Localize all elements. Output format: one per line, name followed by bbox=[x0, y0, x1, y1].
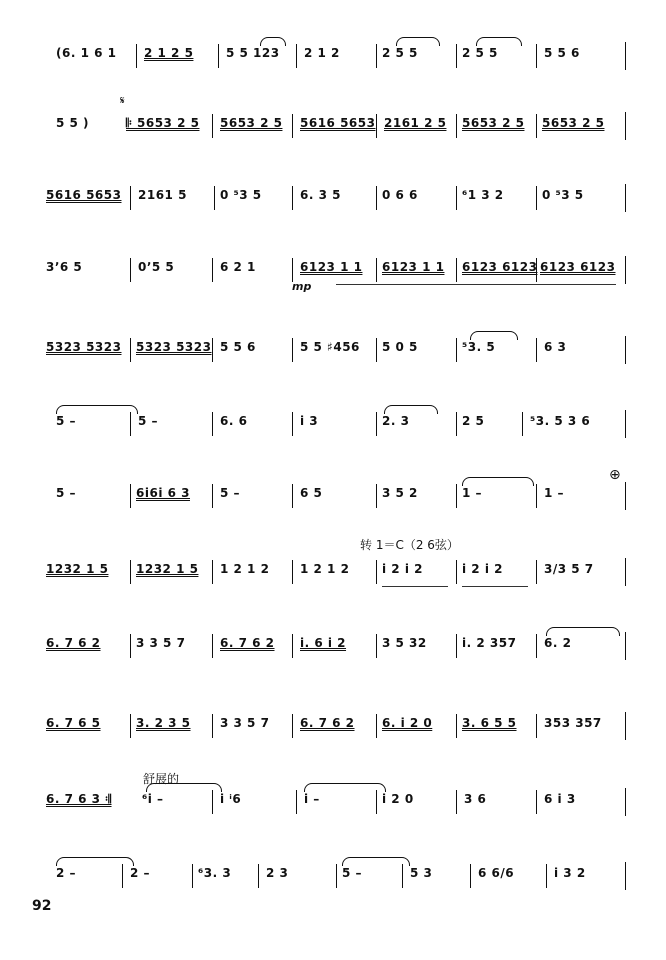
measure: (6. 1 6 1 bbox=[56, 46, 117, 60]
measure: 1232 1 5 bbox=[136, 562, 199, 576]
segno-icon: 𝄋 bbox=[120, 94, 125, 107]
bar-line bbox=[456, 714, 457, 738]
bar-line bbox=[292, 634, 293, 658]
measure: 6. 7 6 2 bbox=[300, 716, 355, 730]
measure: ⁶3. 3 bbox=[198, 866, 232, 880]
page-number: 92 bbox=[32, 898, 52, 914]
bar-line bbox=[625, 410, 626, 438]
bar-line bbox=[456, 412, 457, 436]
bar-line bbox=[625, 558, 626, 586]
measure: 5 3 bbox=[410, 866, 433, 880]
coda-icon: ⊕ bbox=[609, 467, 621, 483]
measure: 3/3 5 7 bbox=[544, 562, 594, 576]
bar-line bbox=[625, 482, 626, 510]
measure: 1 2 1 2 bbox=[220, 562, 270, 576]
measure: 6. 7 6 2 bbox=[46, 636, 101, 650]
bar-line bbox=[536, 44, 537, 68]
slur bbox=[462, 477, 534, 486]
measure: 3 5 2 bbox=[382, 486, 418, 500]
bar-line bbox=[376, 258, 377, 282]
measure: i 2 i 2 bbox=[462, 562, 503, 576]
score-row-4 bbox=[46, 254, 626, 293]
bar-line bbox=[136, 44, 137, 68]
measure: 5 – bbox=[342, 866, 363, 880]
measure: 2 – bbox=[130, 866, 151, 880]
measure: 1 – bbox=[544, 486, 565, 500]
bar-line bbox=[536, 714, 537, 738]
measure: 3ʼ6 5 bbox=[46, 260, 83, 274]
score-row-10 bbox=[46, 710, 626, 744]
measure: 3 3 5 7 bbox=[136, 636, 186, 650]
bar-line bbox=[376, 44, 377, 68]
bar-line bbox=[402, 864, 403, 888]
measure: 6 3 bbox=[544, 340, 567, 354]
bar-line bbox=[456, 484, 457, 508]
bar-line bbox=[376, 114, 377, 138]
measure: 3. 6 5 5 bbox=[462, 716, 517, 730]
measure: ⁵3. 5 bbox=[462, 340, 496, 354]
measure: 5 5 6 bbox=[220, 340, 256, 354]
measure: 2161 5 bbox=[138, 188, 187, 202]
bar-line bbox=[130, 338, 131, 362]
measure: ⁵3. 5 3 6 bbox=[530, 414, 591, 428]
measure: 2 – bbox=[56, 866, 77, 880]
bar-line bbox=[456, 258, 457, 282]
key-change-label: 转 1＝C（2 6弦） bbox=[360, 538, 459, 552]
score-row-12 bbox=[46, 860, 626, 894]
bar-line bbox=[212, 634, 213, 658]
measure: 1 2 1 2 bbox=[300, 562, 350, 576]
bar-line bbox=[536, 338, 537, 362]
measure: i. 6 i 2 bbox=[300, 636, 347, 650]
measure: 2 1 2 5 bbox=[144, 46, 194, 60]
bar-line bbox=[625, 788, 626, 816]
bar-line bbox=[456, 114, 457, 138]
measure: i ⁱ6 bbox=[220, 792, 242, 806]
measure: 3. 2 3 5 bbox=[136, 716, 191, 730]
measure: 6 2 1 bbox=[220, 260, 256, 274]
bar-line bbox=[456, 560, 457, 584]
measure: 0 ⁵3 5 bbox=[542, 188, 584, 202]
bar-line bbox=[292, 714, 293, 738]
bar-line bbox=[212, 114, 213, 138]
bar-line bbox=[292, 186, 293, 210]
score-row-2 bbox=[46, 94, 626, 144]
bar-line bbox=[536, 258, 537, 282]
bar-line bbox=[212, 412, 213, 436]
bar-line bbox=[376, 338, 377, 362]
slur bbox=[470, 331, 518, 340]
bar-line bbox=[122, 864, 123, 888]
measure: 5 5 6 bbox=[544, 46, 580, 60]
bar-line bbox=[376, 484, 377, 508]
score-row-7 bbox=[46, 480, 626, 514]
score-row-9 bbox=[46, 630, 626, 664]
bar-line bbox=[376, 412, 377, 436]
slur bbox=[146, 783, 222, 792]
measure: 6. 7 6 2 bbox=[220, 636, 275, 650]
slur bbox=[546, 627, 620, 636]
score-row-6 bbox=[46, 408, 626, 442]
bar-line bbox=[212, 560, 213, 584]
measure: 6 5 bbox=[300, 486, 323, 500]
measure: i – bbox=[304, 792, 320, 806]
bar-line bbox=[456, 44, 457, 68]
measure: 2. 3 bbox=[382, 414, 410, 428]
slur bbox=[476, 37, 522, 46]
bar-line bbox=[130, 714, 131, 738]
bar-line bbox=[376, 790, 377, 814]
measure: i. 2 357 bbox=[462, 636, 517, 650]
measure: 5653 2 5 bbox=[462, 116, 525, 130]
slur bbox=[342, 857, 410, 866]
bar-line bbox=[376, 186, 377, 210]
bar-line bbox=[130, 186, 131, 210]
bar-line bbox=[625, 632, 626, 660]
bar-line bbox=[536, 114, 537, 138]
measure: 6123 1 1 bbox=[300, 260, 363, 274]
bar-line bbox=[130, 560, 131, 584]
score-row-5 bbox=[46, 334, 626, 368]
bar-line bbox=[376, 634, 377, 658]
measure: 5 – bbox=[220, 486, 241, 500]
slur bbox=[396, 37, 440, 46]
measure: 5 – bbox=[56, 486, 77, 500]
bar-line bbox=[130, 258, 131, 282]
measure: 6. 2 bbox=[544, 636, 572, 650]
crescendo-hairpin bbox=[336, 284, 616, 291]
bar-line bbox=[292, 412, 293, 436]
bar-line bbox=[292, 258, 293, 282]
bar-line bbox=[625, 42, 626, 70]
bar-line bbox=[625, 256, 626, 284]
bar-line bbox=[212, 790, 213, 814]
bar-line bbox=[625, 862, 626, 890]
bar-line bbox=[296, 44, 297, 68]
measure: 6. 7 6 3 𝄇 bbox=[46, 792, 112, 806]
bar-line bbox=[536, 484, 537, 508]
bar-line bbox=[625, 336, 626, 364]
bar-line bbox=[536, 186, 537, 210]
score-row-1 bbox=[46, 40, 626, 74]
measure: 5616 5653 bbox=[46, 188, 122, 202]
bar-line bbox=[296, 790, 297, 814]
measure: 2 1 2 bbox=[304, 46, 340, 60]
score-row-8 bbox=[46, 556, 626, 590]
measure: 5653 2 5 bbox=[542, 116, 605, 130]
measure: i 3 2 bbox=[554, 866, 586, 880]
slur bbox=[384, 405, 438, 414]
bar-line bbox=[258, 864, 259, 888]
measure: ⁶1 3 2 bbox=[462, 188, 504, 202]
measure: 2 5 5 bbox=[462, 46, 498, 60]
bar-line bbox=[214, 186, 215, 210]
measure: 0 ⁵3 5 bbox=[220, 188, 262, 202]
measure: 6 i 3 bbox=[544, 792, 576, 806]
measure: 3 6 bbox=[464, 792, 487, 806]
measure: 5616 5653 bbox=[300, 116, 376, 130]
bar-line bbox=[470, 864, 471, 888]
bar-line bbox=[456, 186, 457, 210]
measure: i 2 0 bbox=[382, 792, 414, 806]
measure: 5 5 ♯456 bbox=[300, 340, 360, 354]
measure: 6123 6123 bbox=[540, 260, 616, 274]
crescendo-hairpin bbox=[462, 586, 528, 593]
measure: 1232 1 5 bbox=[46, 562, 109, 576]
measure: 2161 2 5 bbox=[384, 116, 447, 130]
bar-line bbox=[456, 790, 457, 814]
bar-line bbox=[376, 714, 377, 738]
expression-label: 舒展的 bbox=[143, 772, 180, 786]
bar-line bbox=[625, 112, 626, 140]
measure: 6123 6123 bbox=[462, 260, 538, 274]
measure: 6 6/6 bbox=[478, 866, 515, 880]
bar-line bbox=[212, 338, 213, 362]
measure: 6. 3 5 bbox=[300, 188, 341, 202]
bar-line bbox=[536, 790, 537, 814]
bar-line bbox=[456, 634, 457, 658]
measure: 353 357 bbox=[544, 716, 602, 730]
measure: 5653 2 5 bbox=[220, 116, 283, 130]
bar-line bbox=[130, 634, 131, 658]
bar-line bbox=[625, 712, 626, 740]
measure: 3 3 5 7 bbox=[220, 716, 270, 730]
bar-line bbox=[292, 114, 293, 138]
measure: 1 – bbox=[462, 486, 483, 500]
bar-line bbox=[292, 338, 293, 362]
bar-line bbox=[212, 714, 213, 738]
measure: 6. 6 bbox=[220, 414, 248, 428]
measure: ⁶i – bbox=[142, 792, 164, 806]
dynamic-marking: mp bbox=[292, 280, 312, 293]
slur bbox=[56, 405, 138, 414]
bar-line bbox=[192, 864, 193, 888]
bar-line bbox=[625, 184, 626, 212]
measure: 5 5 ) bbox=[56, 116, 90, 130]
bar-line bbox=[376, 560, 377, 584]
bar-line bbox=[536, 560, 537, 584]
measure: 5 0 5 bbox=[382, 340, 418, 354]
measure: i 3 bbox=[300, 414, 319, 428]
measure: 5323 5323 bbox=[46, 340, 122, 354]
score-row-3 bbox=[46, 182, 626, 216]
measure: 0ʼ5 5 bbox=[138, 260, 175, 274]
measure: 6123 1 1 bbox=[382, 260, 445, 274]
measure: 2 3 bbox=[266, 866, 289, 880]
crescendo-hairpin bbox=[382, 586, 448, 593]
measure: 5 5 123 bbox=[226, 46, 280, 60]
measure: 5 – bbox=[56, 414, 77, 428]
bar-line bbox=[536, 634, 537, 658]
measure: 5323 5323 bbox=[136, 340, 212, 354]
score-row-11 bbox=[46, 786, 626, 820]
bar-line bbox=[456, 338, 457, 362]
slur bbox=[260, 37, 286, 46]
bar-line bbox=[218, 44, 219, 68]
bar-line bbox=[292, 560, 293, 584]
measure: 5 – bbox=[138, 414, 159, 428]
measure: 6. i 2 0 bbox=[382, 716, 433, 730]
measure: 2 5 5 bbox=[382, 46, 418, 60]
measure: 6. 7 6 5 bbox=[46, 716, 101, 730]
measure: 2 5 bbox=[462, 414, 485, 428]
measure: i 2 i 2 bbox=[382, 562, 423, 576]
slur bbox=[304, 783, 386, 792]
bar-line bbox=[292, 484, 293, 508]
measure: 6i6i 6 3 bbox=[136, 486, 190, 500]
bar-line bbox=[546, 864, 547, 888]
bar-line bbox=[130, 484, 131, 508]
bar-line bbox=[212, 484, 213, 508]
measure: 𝄆 5653 2 5 bbox=[126, 116, 200, 130]
measure: 3 5 32 bbox=[382, 636, 427, 650]
bar-line bbox=[212, 258, 213, 282]
bar-line bbox=[130, 412, 131, 436]
bar-line bbox=[336, 864, 337, 888]
measure: 0 6 6 bbox=[382, 188, 418, 202]
bar-line bbox=[522, 412, 523, 436]
